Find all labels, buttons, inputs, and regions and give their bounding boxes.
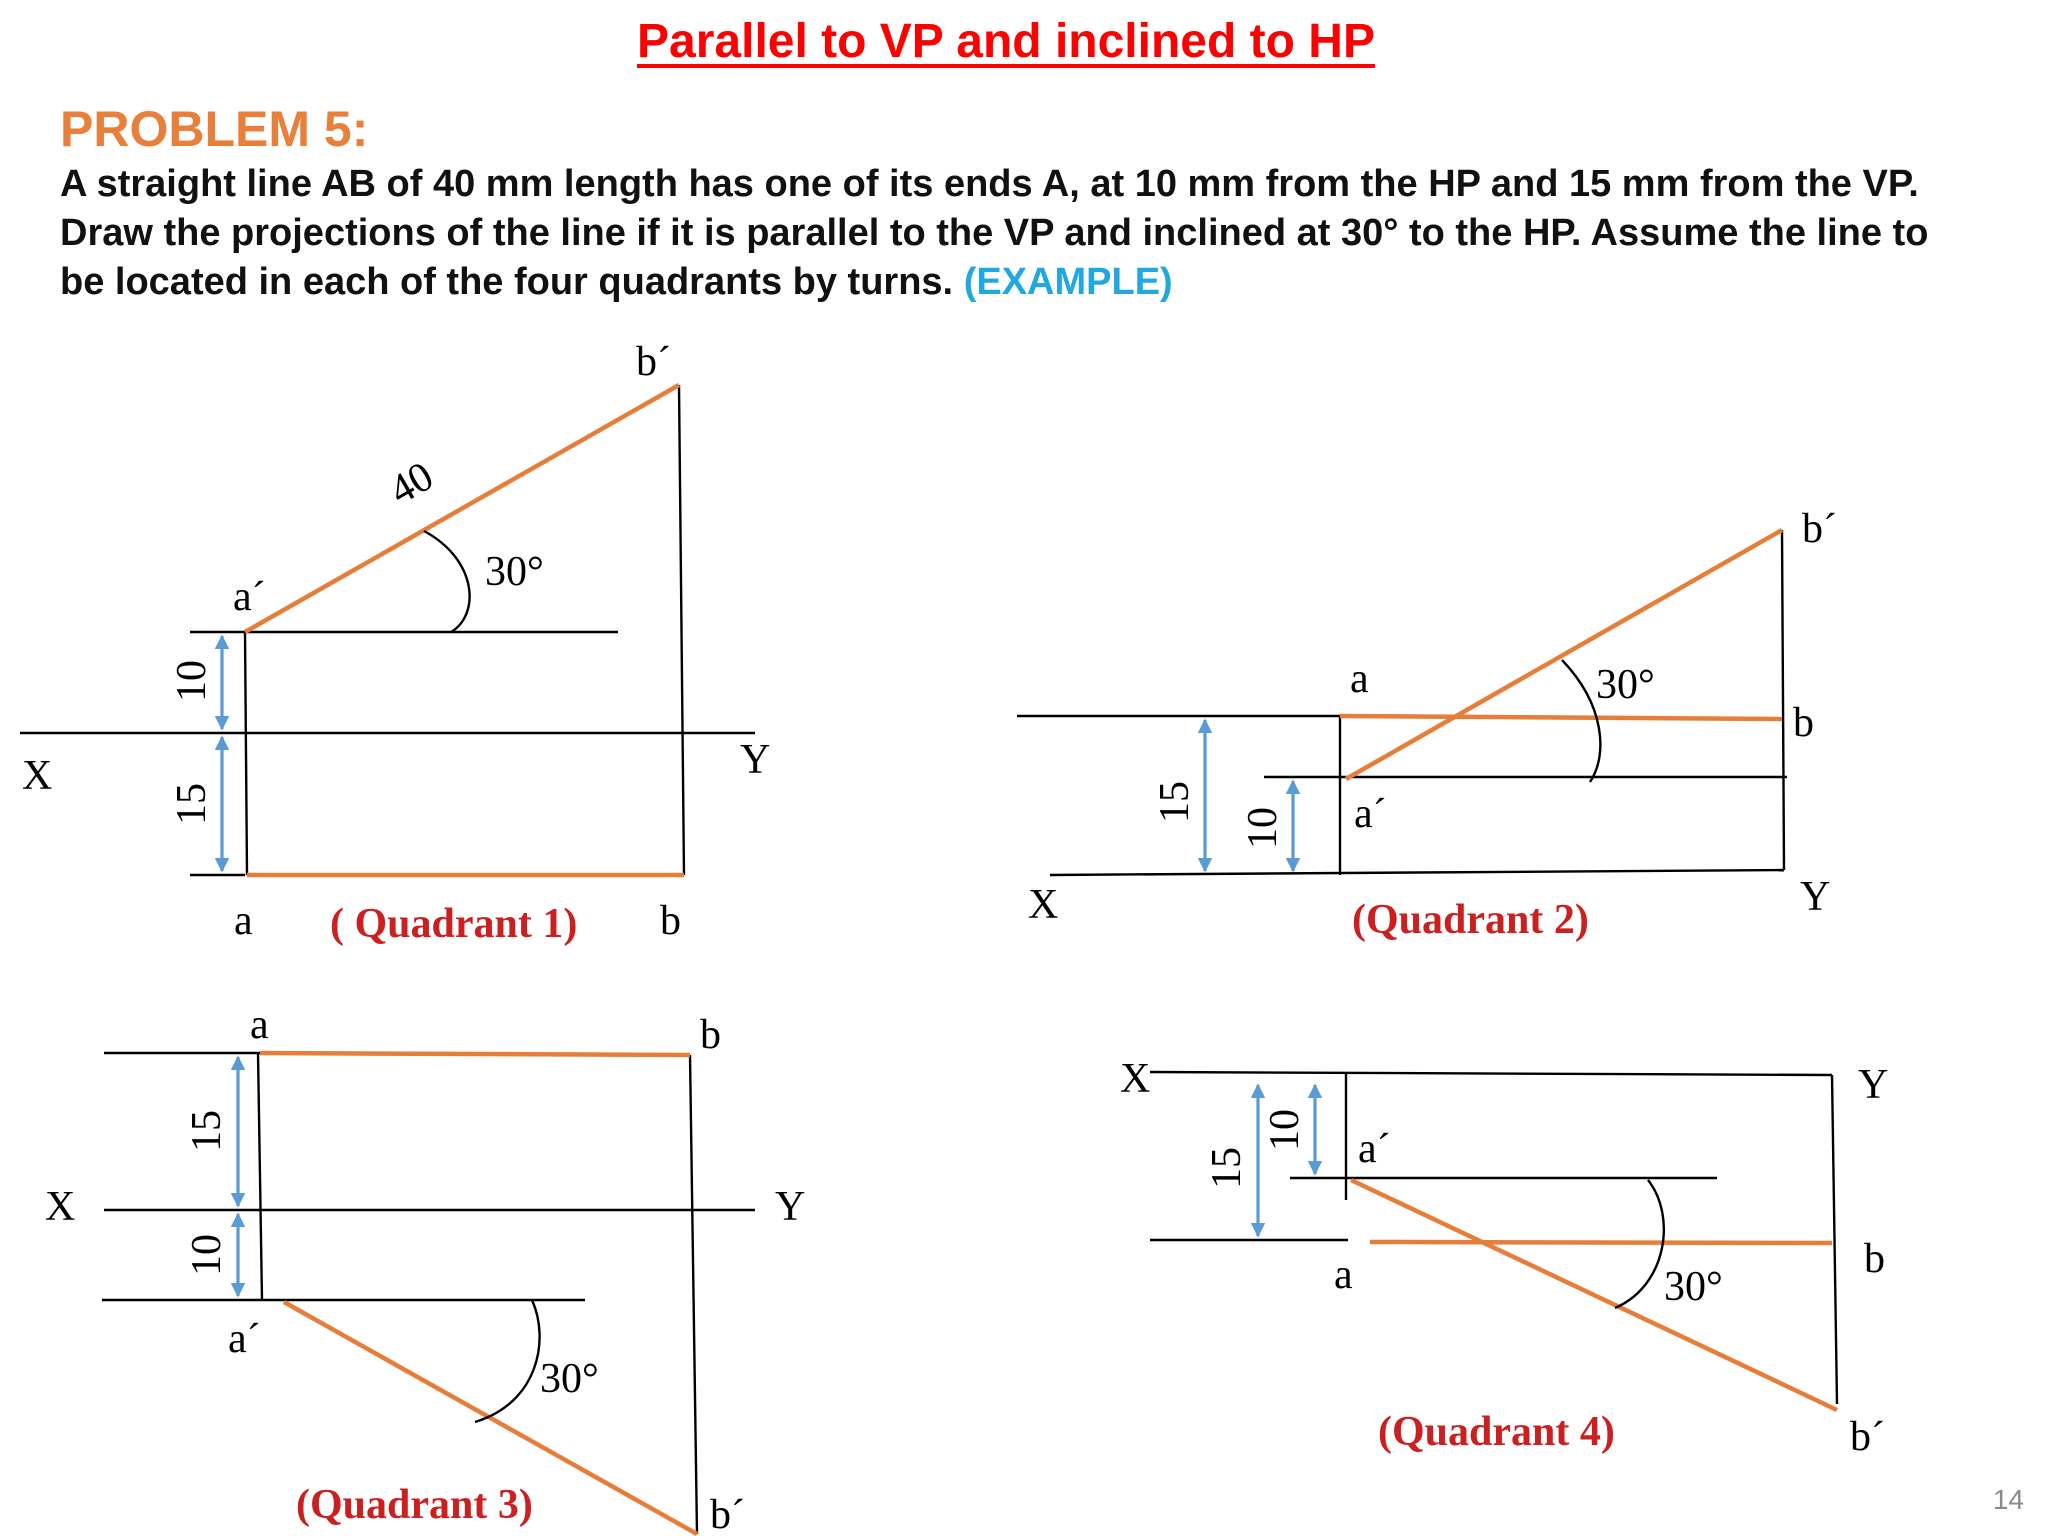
q2-label-dim-15: 15 xyxy=(1152,781,1198,823)
slide-title: Parallel to VP and inclined to HP xyxy=(637,15,1375,68)
q4-label-dim-15: 15 xyxy=(1204,1147,1250,1189)
q1-projector-a xyxy=(245,632,247,875)
q2-label-dim-10: 10 xyxy=(1240,807,1286,849)
q3-top-view-line xyxy=(260,1053,690,1055)
q4-projector-b xyxy=(1832,1075,1837,1404)
q3-quadrant-label: (Quadrant 3) xyxy=(296,1482,533,1528)
q1-quadrant-label: ( Quadrant 1) xyxy=(330,901,578,947)
quadrant-3-diagram xyxy=(45,1002,805,1536)
q4-front-view-line xyxy=(1351,1180,1837,1410)
q2-quadrant-label: (Quadrant 2) xyxy=(1352,897,1589,943)
q4-label-b-prime: b´ xyxy=(1850,1414,1885,1460)
q3-projector-b xyxy=(690,1055,697,1534)
quadrant-1-diagram xyxy=(20,339,770,947)
q1-label-angle: 30° xyxy=(485,549,544,595)
q1-label-a: a xyxy=(234,898,253,944)
problem-heading: PROBLEM 5: xyxy=(60,101,369,157)
q1-angle-arc xyxy=(424,531,470,632)
q3-label-dim-10: 10 xyxy=(184,1234,230,1276)
q2-label-b-prime: b´ xyxy=(1802,506,1837,552)
q2-label-b: b xyxy=(1793,700,1814,746)
q3-label-dim-15: 15 xyxy=(184,1110,230,1152)
q1-projector-b xyxy=(679,385,684,875)
q1-label-b: b xyxy=(660,898,681,944)
statement-text: A straight line AB of 40 mm length has one of its ends A, at 10 mm from the HP and 15 mm from the VP. Draw the projections of the line if it is parallel to the VP and inclined at 30° to the HP. Assume the line to be located in each of the four quadrants by turns. xyxy=(60,163,1929,303)
q3-label-y: Y xyxy=(775,1184,806,1230)
q1-label-y: Y xyxy=(740,737,771,783)
example-tag: (EXAMPLE) xyxy=(963,261,1173,303)
q4-label-b: b xyxy=(1864,1236,1885,1282)
q4-xy-reference-line xyxy=(1150,1072,1832,1075)
q2-label-a-prime: a´ xyxy=(1354,791,1387,837)
q1-label-a-prime: a´ xyxy=(233,574,266,620)
q2-label-y: Y xyxy=(1800,874,1831,920)
q4-quadrant-label: (Quadrant 4) xyxy=(1378,1409,1615,1455)
q3-label-b-prime: b´ xyxy=(710,1492,745,1536)
q1-label-x: X xyxy=(22,753,53,799)
q3-label-a-prime: a´ xyxy=(228,1316,261,1362)
slide-number: 14 xyxy=(1992,1484,2024,1515)
q4-label-y: Y xyxy=(1858,1062,1889,1108)
q2-front-view-line xyxy=(1346,530,1782,779)
q1-label-true-length: 40 xyxy=(381,453,442,515)
q4-label-a-prime: a´ xyxy=(1358,1126,1391,1172)
q4-label-x: X xyxy=(1120,1056,1151,1102)
q4-top-view-line xyxy=(1370,1242,1832,1243)
q2-top-view-line xyxy=(1340,716,1782,719)
q4-label-angle: 30° xyxy=(1664,1264,1723,1310)
q3-label-a: a xyxy=(250,1002,269,1048)
q1-label-dim-15: 15 xyxy=(169,783,215,825)
q3-label-angle: 30° xyxy=(540,1356,599,1402)
q3-label-b: b xyxy=(700,1012,721,1058)
q2-angle-arc xyxy=(1562,660,1600,782)
q4-label-dim-10: 10 xyxy=(1262,1109,1308,1151)
q3-label-x: X xyxy=(45,1184,76,1230)
q2-projector-b xyxy=(1782,530,1784,870)
q2-label-a: a xyxy=(1350,656,1369,702)
q4-label-a: a xyxy=(1334,1252,1353,1298)
q3-angle-arc xyxy=(475,1300,540,1422)
quadrant-2-diagram xyxy=(1017,506,1837,943)
q2-label-angle: 30° xyxy=(1596,662,1655,708)
q1-label-dim-10: 10 xyxy=(169,660,215,702)
q1-label-b-prime: b´ xyxy=(636,339,671,385)
q2-xy-reference-line xyxy=(1050,870,1784,875)
quadrant-4-diagram xyxy=(1120,1056,1888,1460)
q3-projector-a xyxy=(258,1053,262,1300)
q2-label-x: X xyxy=(1028,882,1059,928)
q1-front-view-line xyxy=(245,385,679,632)
